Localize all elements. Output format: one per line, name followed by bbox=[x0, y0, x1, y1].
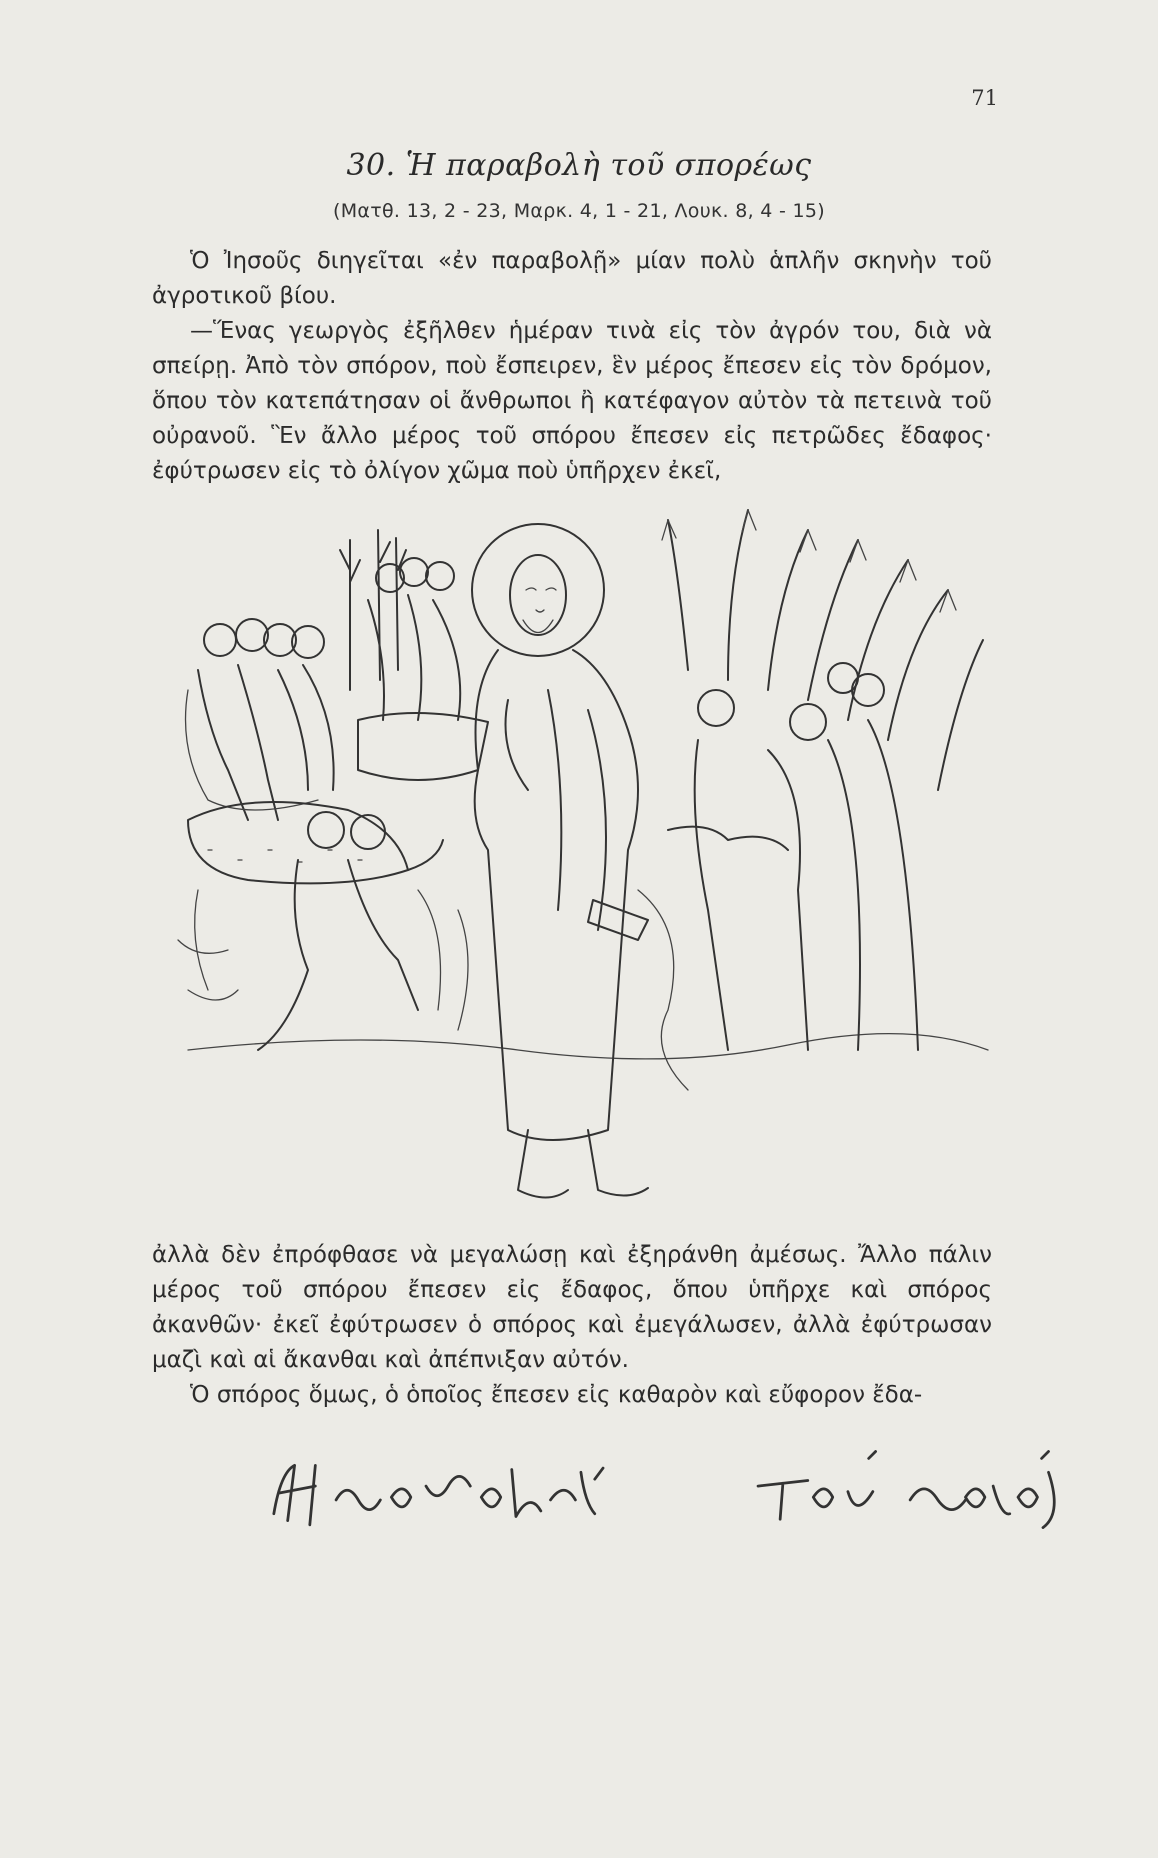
page-number: 71 bbox=[971, 86, 998, 110]
scripture-references: (Ματθ. 13, 2 - 23, Μαρκ. 4, 1 - 21, Λουκ. 8, 4 - 15) bbox=[333, 200, 825, 222]
disciples-top-group bbox=[358, 558, 488, 780]
kneeling-figures bbox=[178, 812, 468, 1050]
paragraph-thorns: ἀλλὰ δὲν ἐπρόφθασε νὰ μεγαλώσῃ καὶ ἐξηράνθη ἀμέσως. Ἄλλο πάλιν μέρος τοῦ σπόρου ἔπεσεν εἰς ἔδαφος, ὅπου ὑπῆρχε καὶ σπόρος ἀκανθῶν· ἐκεῖ ἐφύτρωσεν ὁ σπόρος καὶ ἐμεγάλωσεν, ἀλλὰ ἐφύτρωσαν μαζὶ καὶ αἱ ἄκανθαι καὶ ἀπέπνιξαν αὐτόν. bbox=[152, 1242, 992, 1373]
illustration-drawing bbox=[168, 490, 998, 1220]
disciples-right-group bbox=[668, 663, 918, 1050]
page-title: 30. Ἡ παραβολὴ τοῦ σπορέως bbox=[346, 148, 812, 183]
paragraph-sower: —Ἕνας γεωργὸς ἐξῆλθεν ἡμέραν τινὰ εἰς τὸν ἀγρόν του, διὰ νὰ σπείρῃ. Ἀπὸ τὸν σπόρον, ποὺ ἔσπειρεν, ἓν μέρος ἔπεσεν εἰς τὸν δρόμον, ὅπου τὸν κατεπάτησαν οἱ ἄνθρωποι ἢ κατέφαγον αὐτὸν τὰ πετεινὰ τοῦ οὐρανοῦ. Ἓν ἄλλο μέρος τοῦ σπόρου ἔπεσεν εἰς πετρῶδες ἔδαφος· ἐφύτρωσεν εἰς τὸ ὀλίγον χῶμα ποὺ ὑπῆρχεν ἐκεῖ, bbox=[152, 318, 992, 484]
disciples-left-group bbox=[186, 619, 409, 883]
parable-illustration bbox=[168, 490, 998, 1220]
paragraph-intro: Ὁ Ἰησοῦς διηγεῖται «ἐν παραβολῇ» μίαν πολὺ ἁπλῆν σκηνὴν τοῦ ἀγροτικοῦ βίου. bbox=[152, 248, 992, 309]
wheat-field bbox=[662, 510, 983, 790]
christ-figure bbox=[472, 524, 688, 1198]
paragraph-fertile-ground: Ὁ σπόρος ὅμως, ὁ ὁποῖος ἔπεσεν εἰς καθαρὸν καὶ εὔφορον ἔδα- bbox=[190, 1382, 923, 1408]
